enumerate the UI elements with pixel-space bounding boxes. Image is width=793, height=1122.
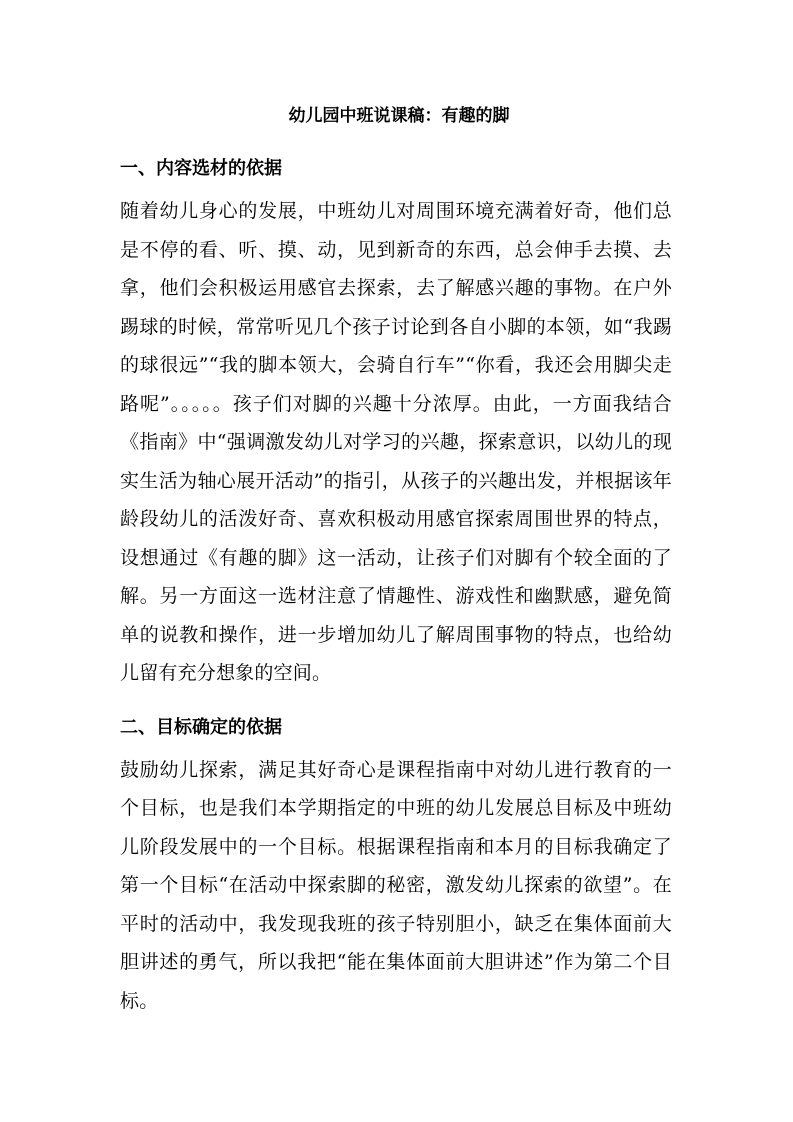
document-content (120, 96, 672, 1020)
section-body-goal-setting: 鼓励幼儿探索，满足其好奇心是课程指南中对幼儿进行教育的一个目标，也是我们本学期指定的中班的幼儿发展总目标及中班幼儿阶段发展中的一个目标。根据课程指南和本月的目标我确定了第一个目标“在活动中探索脚的秘密，激发幼儿探索的欲望”。在平时的活动中，我发现我班的孩子特别胆小，缺乏在集体面前大胆讲述的勇气，所以我把“能在集体面前大胆讲述”作为第二个目标。 (120, 758, 672, 1012)
section-heading-content-selection: 一、内容选材的依据 (120, 158, 282, 179)
section-body-content-selection: 随着幼儿身心的发展，中班幼儿对周围环境充满着好奇，他们总是不停的看、听、摸、动，见到新奇的东西，总会伸手去摸、去拿，他们会积极运用感官去探索，去了解感兴趣的事物。在户外踢球的时候，常常听见几个孩子讨论到各自小脚的本领，如“我踢的球很远”“我的脚本领大，会骑自行车”“你看，我还会用脚尖走路呢”。。。。。孩子们对脚的兴趣十分浓厚。由此，一方面我结合《指南》中“强调激发幼儿对学习的兴趣，探索意识，以幼儿的现实生活为轴心展开活动”的指引，从孩子的兴趣出发，并根据该年龄段幼儿的活泼好奇、喜欢积极动用感官探索周围世界的特点，设想通过《有趣的脚》这一活动，让孩子们对脚有个较全面的了解。另一方面这一选材注意了情趣性、游戏性和幽默感，避免简单的说教和操作，进一步增加幼儿了解周围事物的特点，也给幼儿留有充分想象的空间。 (120, 200, 672, 684)
section-spacer (120, 693, 672, 713)
section-heading-goal-setting: 二、目标确定的依据 (120, 716, 282, 738)
document-title: 幼儿园中班说课稿：有趣的脚 (288, 106, 510, 126)
